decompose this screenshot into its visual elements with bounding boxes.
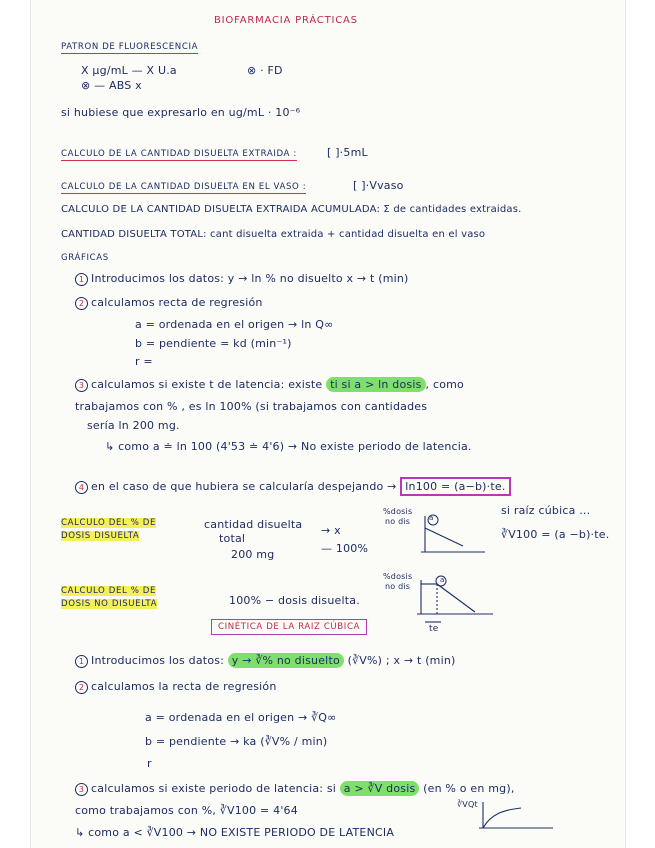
pct-disuelta-right-1: si raíz cúbica ...: [501, 504, 591, 517]
calculo-vaso-title: CALCULO DE LA CANTIDAD DISUELTA EN EL VASO :: [61, 182, 307, 192]
graficas-step4: [75, 480, 511, 494]
pct-no-disuelta-text: 100% − dosis disuelta.: [229, 594, 360, 607]
cinetica-y-highlight: y → ∛% no disuelto: [228, 653, 344, 668]
cinetica-title: CINÉTICA DE LA RAIZ CÚBICA: [211, 619, 367, 635]
section-patron-title: PATRON DE FLUORESCENCIA: [61, 42, 199, 52]
graficas-step3-d: sería ln 200 mg.: [87, 419, 180, 432]
calculo-extraida-formula: [ ]·5mL: [327, 146, 368, 159]
pct-disuelta-col1b: total: [219, 532, 246, 545]
cinetica-sketch: [477, 800, 557, 836]
cinetica-step3-d: ↳ como a < ∛V100 → NO EXISTE PERIODO DE LATENCIA: [75, 826, 395, 839]
pct-disuelta-arrow2: — 100%: [321, 542, 369, 555]
pct-disuelta-label-1: CALCULO DEL % DE: [61, 518, 157, 528]
calculo-extraida-title: CALCULO DE LA CANTIDAD DISUELTA EXTRAIDA :: [61, 149, 297, 159]
latency-formula-box: ln100 = (a−b)·te.: [400, 477, 510, 496]
cinetica-step3: [75, 782, 515, 796]
pct-no-disuelta-marker: a: [440, 576, 445, 584]
cinetica-step-number-2: 2: [75, 681, 88, 694]
graficas-step3-e: ↳ como a ≐ ln 100 (4'53 ≐ 4'6) → No existe periodo de latencia.: [105, 440, 472, 453]
cinetica-step1: [75, 654, 456, 668]
cinetica-graph-y: ∛VQt: [457, 800, 478, 809]
cinetica-step2-text: calculamos la recta de regresión: [91, 680, 277, 693]
cinetica-r-line: r: [147, 757, 152, 770]
pct-disuelta-marker: a: [429, 514, 434, 522]
cinetica-step3-text: calculamos si existe periodo de latencia: si: [91, 782, 337, 795]
cinetica-step2: [75, 680, 277, 694]
graficas-step1-text: Introducimos los datos: y → ln % no disuelto x → t (min): [91, 272, 409, 285]
graficas-step4-text: en el caso de que hubiera se calcularía despejando →: [91, 480, 397, 493]
cinetica-step1-text: Introducimos los datos:: [91, 654, 225, 667]
step-number-2: 2: [75, 297, 88, 310]
graficas-step3-text: calculamos si existe t de latencia: existe: [91, 378, 323, 391]
notebook-page: [30, 0, 626, 848]
cinetica-step3-c: como trabajamos con %, ∛V100 = 4'64: [75, 804, 298, 817]
pct-no-disuelta-label-2: DOSIS NO DISUELTA: [61, 599, 158, 609]
step-number-4: 4: [75, 481, 88, 494]
cinetica-step-number-1: 1: [75, 655, 88, 668]
pct-no-disuelta-graph-y: %dosis: [383, 572, 413, 581]
graficas-r-line: r =: [135, 355, 153, 368]
latency-condition-highlight: ti si a > ln dosis: [326, 377, 425, 392]
calculo-vaso-formula: [ ]·Vvaso: [353, 179, 404, 192]
acumulada-line: CALCULO DE LA CANTIDAD DISUELTA EXTRAIDA ACUMULADA: Σ de cantidades extraidas.: [61, 204, 522, 215]
total-line: CANTIDAD DISUELTA TOTAL: cant disuelta extraida + cantidad disuelta en el vaso: [61, 229, 486, 240]
cinetica-step1-text-b: (∛V%) ; x → t (min): [347, 654, 456, 667]
pct-disuelta-right-2: ∛V100 = (a −b)·te.: [501, 528, 610, 541]
cinetica-dosis-highlight: a > ∛V dosis: [340, 781, 420, 796]
pct-no-disuelta-sketch: [415, 578, 497, 634]
graficas-title: GRÁFICAS: [61, 253, 109, 263]
pct-disuelta-arrow1: → x: [321, 524, 341, 537]
step-number-1: 1: [75, 273, 88, 286]
graficas-step3-text-b: , como: [425, 378, 464, 391]
step-number-3: 3: [75, 379, 88, 392]
patron-line2: ⊗ — ABS x: [81, 79, 142, 92]
patron-line1: X μg/mL — X U.a: [81, 64, 177, 77]
pct-disuelta-col2: 200 mg: [231, 548, 275, 561]
graficas-step3: [75, 378, 464, 392]
pct-disuelta-graph-y: %dosis: [383, 507, 413, 516]
pct-disuelta-label-2: DOSIS DISUELTA: [61, 531, 140, 541]
graficas-step2: [75, 296, 263, 310]
graficas-b-line: b = pendiente = kd (min⁻¹): [135, 337, 292, 350]
graficas-step2-text: calculamos recta de regresión: [91, 296, 263, 309]
cinetica-step-number-3: 3: [75, 783, 88, 796]
pct-no-disuelta-graph-y2: no dis: [385, 582, 411, 591]
graficas-a-line: a = ordenada en el origen → ln Q∞: [135, 318, 334, 331]
graficas-step3-c: trabajamos con % , es ln 100% (si trabajamos con cantidades: [75, 400, 428, 413]
pct-no-disuelta-label-1: CALCULO DEL % DE: [61, 586, 157, 596]
cinetica-a-line: a = ordenada en el origen → ∛Q∞: [145, 711, 337, 724]
pct-disuelta-graph-y2: no dis: [385, 517, 411, 526]
cinetica-b-line: b = pendiente → ka (∛V% / min): [145, 735, 328, 748]
patron-line3: si hubiese que expresarlo en ug/mL · 10⁻⁶: [61, 106, 301, 119]
cinetica-step3-text-b: (en % o en mg),: [423, 782, 515, 795]
page-title: BIOFARMACIA PRÁCTICAS: [214, 15, 358, 26]
pct-no-disuelta-te: te: [429, 624, 439, 634]
patron-line1-note: ⊗ · FD: [247, 64, 283, 77]
pct-disuelta-col1: cantidad disuelta: [204, 518, 303, 531]
graficas-step1: [75, 272, 409, 286]
